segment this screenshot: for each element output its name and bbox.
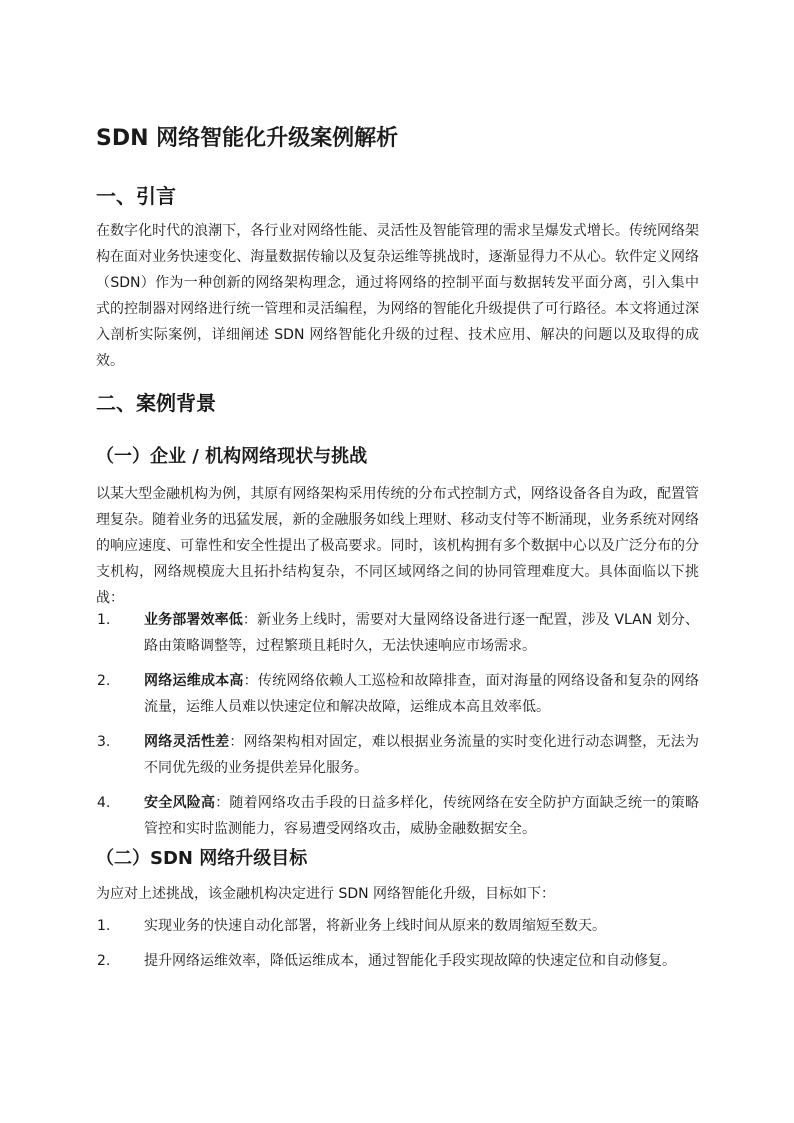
list-item-label: 网络灵活性差 (144, 734, 230, 750)
list-item-number: 2. (97, 953, 111, 969)
subsection-heading-upgrade-goals: （二）SDN 网络升级目标 (96, 848, 308, 869)
goals-list (96, 913, 699, 983)
list-item-number: 1. (97, 918, 111, 934)
list-item (96, 790, 699, 842)
list-item-number: 4. (97, 795, 111, 811)
subsection-heading-current-status: （一）企业 / 机构网络现状与挑战 (96, 446, 368, 467)
list-item-label: 业务部署效率低 (144, 612, 243, 628)
challenges-list (96, 607, 699, 851)
section-heading-case-background: 二、案例背景 (96, 391, 216, 415)
list-item (96, 913, 699, 939)
list-item-text: ：新业务上线时，需要对大量网络设备进行逐一配置，涉及 VLAN 划分、路由策略调整等，过程繁琐且耗时久，无法快速响应市场需求。 (144, 612, 699, 654)
list-item (96, 668, 699, 720)
list-item-text: ：随着网络攻击手段的日益多样化，传统网络在安全防护方面缺乏统一的策略管控和实时监测能力，容易遭受网络攻击，威胁金融数据安全。 (144, 795, 700, 837)
list-item-number: 1. (97, 612, 111, 628)
list-item-text: ：传统网络依赖人工巡检和故障排查，面对海量的网络设备和复杂的网络流量，运维人员难以快速定位和解决故障，运维成本高且效率低。 (144, 673, 700, 715)
list-item-label: 安全风险高 (144, 795, 216, 811)
list-item-text: 提升网络运维效率，降低运维成本，通过智能化手段实现故障的快速定位和自动修复。 (144, 953, 676, 969)
upgrade-goals-paragraph: 为应对上述挑战，该金融机构决定进行 SDN 网络智能化升级，目标如下： (96, 886, 556, 902)
list-item-label: 网络运维成本高 (144, 673, 244, 689)
page-title: SDN 网络智能化升级案例解析 (96, 126, 399, 151)
list-item (96, 607, 699, 659)
list-item-text: ：网络架构相对固定，难以根据业务流量的实时变化进行动态调整，无法为不同优先级的业务提供差异化服务。 (144, 734, 699, 776)
list-item-text: 实现业务的快速自动化部署，将新业务上线时间从原来的数周缩短至数天。 (144, 918, 606, 934)
list-item (96, 948, 699, 974)
current-status-paragraph: 以某大型金融机构为例，其原有网络架构采用传统的分布式控制方式，网络设备各自为政，配置管理复杂。随着业务的迅猛发展，新的金融服务如线上理财、移动支付等不断涌现，业务系统对网络的响应速度、可靠性和安全性提出了极高要求。同时，该机构拥有多个数据中心以及广泛分布的分支机构，网络规模庞大且拓扑结构复杂，不同区域网络之间的协同管理难度大。具体面临以下挑战： (96, 486, 699, 606)
list-item-number: 3. (97, 734, 111, 750)
list-item (96, 729, 699, 781)
section-heading-introduction: 一、引言 (96, 184, 176, 208)
introduction-paragraph: 在数字化时代的浪潮下，各行业对网络性能、灵活性及智能管理的需求呈爆发式增长。传统网络架构在面对业务快速变化、海量数据传输以及复杂运维等挑战时，逐渐显得力不从心。软件定义网络（SDN）作为一种创新的网络架构理念，通过将网络的控制平面与数据转发平面分离，引入集中式的控制器对网络进行统一管理和灵活编程，为网络的智能化升级提供了可行路径。本文将通过深入剖析实际案例，详细阐述 SDN 网络智能化升级的过程、技术应用、解决的问题以及取得的成效。 (96, 223, 699, 369)
list-item-number: 2. (97, 673, 111, 689)
